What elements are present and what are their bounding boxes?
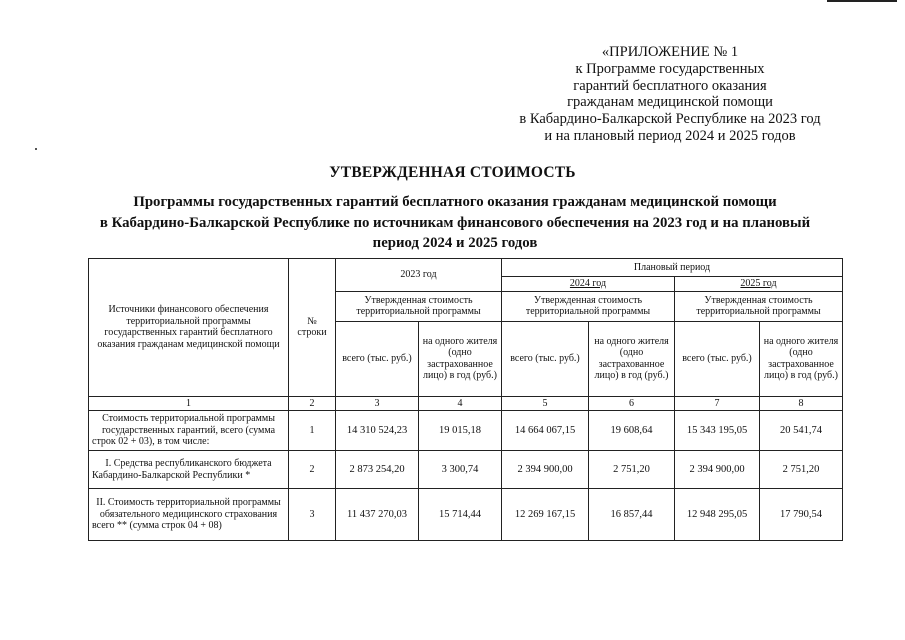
document-title: УТВЕРЖДЕННАЯ СТОИМОСТЬ xyxy=(329,164,576,181)
subtitle-line: Программы государственных гарантий бесплатного оказания гражданам медицинской помощи xyxy=(133,194,777,210)
row-value: 12 269 167,15 xyxy=(502,489,589,541)
column-number: 8 xyxy=(760,396,843,411)
row-value: 2 751,20 xyxy=(760,451,843,489)
row-value: 15 343 195,05 xyxy=(675,411,760,451)
column-number: 3 xyxy=(336,396,419,411)
table-row xyxy=(89,489,843,541)
row-value: 14 310 524,23 xyxy=(336,411,419,451)
subtitle-line: период 2024 и 2025 годов xyxy=(372,235,538,251)
row-source-label: Стоимость территориальной программы государственных гарантий, всего (сумма строк 02 + 03), в том числе: xyxy=(89,411,289,451)
scan-dust-dot xyxy=(35,148,37,150)
header-per-resident-2023: на одного жителя (одно застрахованное лицо) в год (руб.) xyxy=(419,321,502,396)
appendix-line: гражданам медицинской помощи xyxy=(567,94,773,111)
row-value: 12 948 295,05 xyxy=(675,489,760,541)
row-value: 14 664 067,15 xyxy=(502,411,589,451)
header-approved-cost-2025: Утвержденная стоимость территориальной программы xyxy=(675,291,843,321)
scan-edge-mark xyxy=(827,0,897,2)
header-source-cell: Источники финансового обеспечения территориальной программы государственных гарантий бесплатного оказания гражданам медицинской помощи xyxy=(89,259,289,397)
column-number: 2 xyxy=(289,396,336,411)
header-total-2025: всего (тыс. руб.) xyxy=(675,321,760,396)
table-row xyxy=(89,451,843,489)
header-per-resident-2025: на одного жителя (одно застрахованное лицо) в год (руб.) xyxy=(760,321,843,396)
header-planned-period: Плановый период xyxy=(502,259,843,277)
column-number: 5 xyxy=(502,396,589,411)
row-value: 17 790,54 xyxy=(760,489,843,541)
row-value: 16 857,44 xyxy=(589,489,675,541)
appendix-line: в Кабардино-Балкарской Республике на 2023 год xyxy=(519,111,821,128)
header-year-2024: 2024 год xyxy=(502,277,675,292)
subtitle-line: в Кабардино-Балкарской Республике по источникам финансового обеспечения на 2023 год и на плановый xyxy=(99,214,811,231)
appendix-line: «ПРИЛОЖЕНИЕ № 1 xyxy=(601,44,739,60)
header-per-resident-2024: на одного жителя (одно застрахованное лицо) в год (руб.) xyxy=(589,321,675,396)
header-year-2023: 2023 год xyxy=(336,259,502,292)
header-line-number-cell: № строки xyxy=(289,259,336,397)
row-value: 2 394 900,00 xyxy=(502,451,589,489)
appendix-block xyxy=(500,44,840,145)
table-row xyxy=(89,411,843,451)
column-number: 7 xyxy=(675,396,760,411)
row-value: 2 394 900,00 xyxy=(675,451,760,489)
document-subtitle xyxy=(60,192,850,254)
row-value: 3 300,74 xyxy=(419,451,502,489)
column-number: 1 xyxy=(89,396,289,411)
row-value: 2 751,20 xyxy=(589,451,675,489)
row-source-label: II. Стоимость территориальной программы обязательного медицинского страхования всего ** (сумма строк 04 + 08) xyxy=(89,489,289,541)
header-approved-cost-2023: Утвержденная стоимость территориальной программы xyxy=(336,291,502,321)
header-approved-cost-2024: Утвержденная стоимость территориальной программы xyxy=(502,291,675,321)
row-line-number: 1 xyxy=(289,411,336,451)
header-year-2025: 2025 год xyxy=(675,277,843,292)
row-line-number: 3 xyxy=(289,489,336,541)
row-source-label: I. Средства республиканского бюджета Кабардино-Балкарской Республики * xyxy=(89,451,289,489)
header-total-2024: всего (тыс. руб.) xyxy=(502,321,589,396)
appendix-line: гарантий бесплатного оказания xyxy=(573,77,767,94)
row-value: 19 608,64 xyxy=(589,411,675,451)
appendix-line: к Программе государственных xyxy=(575,60,765,77)
column-number: 4 xyxy=(419,396,502,411)
row-value: 20 541,74 xyxy=(760,411,843,451)
row-line-number: 2 xyxy=(289,451,336,489)
approved-cost-table xyxy=(88,258,843,541)
row-value: 11 437 270,03 xyxy=(336,489,419,541)
row-value: 19 015,18 xyxy=(419,411,502,451)
appendix-line: и на плановый период 2024 и 2025 годов xyxy=(544,127,796,144)
header-total-2023: всего (тыс. руб.) xyxy=(336,321,419,396)
column-number-row xyxy=(89,396,843,411)
row-value: 2 873 254,20 xyxy=(336,451,419,489)
row-value: 15 714,44 xyxy=(419,489,502,541)
column-number: 6 xyxy=(589,396,675,411)
